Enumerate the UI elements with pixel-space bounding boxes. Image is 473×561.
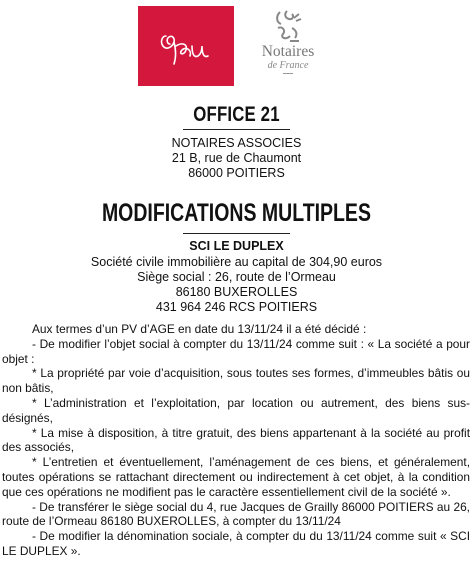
office-monogram-icon [138, 6, 234, 86]
body-paragraph: * La mise à disposition, à titre gratuit, des biens appartenant à la société au profit des associés, [2, 425, 470, 455]
notaires-emblem-icon [268, 8, 308, 44]
company-seat: Siège social : 26, route de l’Ormeau [137, 270, 336, 284]
body-paragraph: - De transférer le siège social du 4, rue Jacques de Grailly 86000 POITIERS au 26, route de l’Ormeau 86180 BUXEROLLES, à compter du 13/11/24 [2, 499, 470, 529]
body-paragraph: * L’administration et l’exploitation, par location ou autrement, des biens sus-désignés, [2, 395, 470, 425]
company-rcs: 431 964 246 RCS POITIERS [155, 300, 318, 314]
office-city: 86000 POITIERS [188, 166, 285, 180]
body-paragraph: * L’entretien et éventuellement, l’aménagement de ces biens, et généralement, toutes opérations se rattachant directement ou indirectement à cet objet, à la condition que ces opérations ne modifient pas le caractère essentiellement civil de la société ». [2, 455, 470, 499]
company-capital: Société civile immobilière au capital de 304,90 euros [90, 255, 383, 269]
brand-rule [283, 73, 293, 74]
body-paragraph: - De modifier la dénomination sociale, à compter du du 13/11/24 comme suit « SCI LE DUPLEX ». [2, 529, 470, 558]
title-divider [183, 233, 290, 234]
notaires-de-france-logo [240, 8, 336, 86]
brand-subtitle: de France [267, 60, 309, 71]
office-name: OFFICE 21 [193, 103, 280, 126]
office-line-1: NOTAIRES ASSOCIES [171, 136, 302, 150]
office-divider [183, 129, 290, 130]
office-logo [138, 6, 234, 86]
notice-body [2, 322, 470, 559]
company-name: SCI LE DUPLEX [189, 239, 284, 253]
body-paragraph: * La propriété par voie d’acquisition, sous toutes ses formes, d’immeubles bâtis ou non bâtis, [2, 366, 470, 396]
notice-title: MODIFICATIONS MULTIPLES [101, 199, 371, 227]
office-address: 21 B, rue de Chaumont [171, 151, 302, 165]
body-paragraph: Aux termes d’un PV d’AGE en date du 13/11/24 il a été décidé : [32, 322, 367, 336]
brand-name: Notaires [261, 43, 315, 60]
company-city: 86180 BUXEROLLES [175, 285, 298, 299]
body-paragraph: - De modifier l’objet social à compter du 13/11/24 comme suit : « La société a pour objet : [2, 336, 470, 366]
